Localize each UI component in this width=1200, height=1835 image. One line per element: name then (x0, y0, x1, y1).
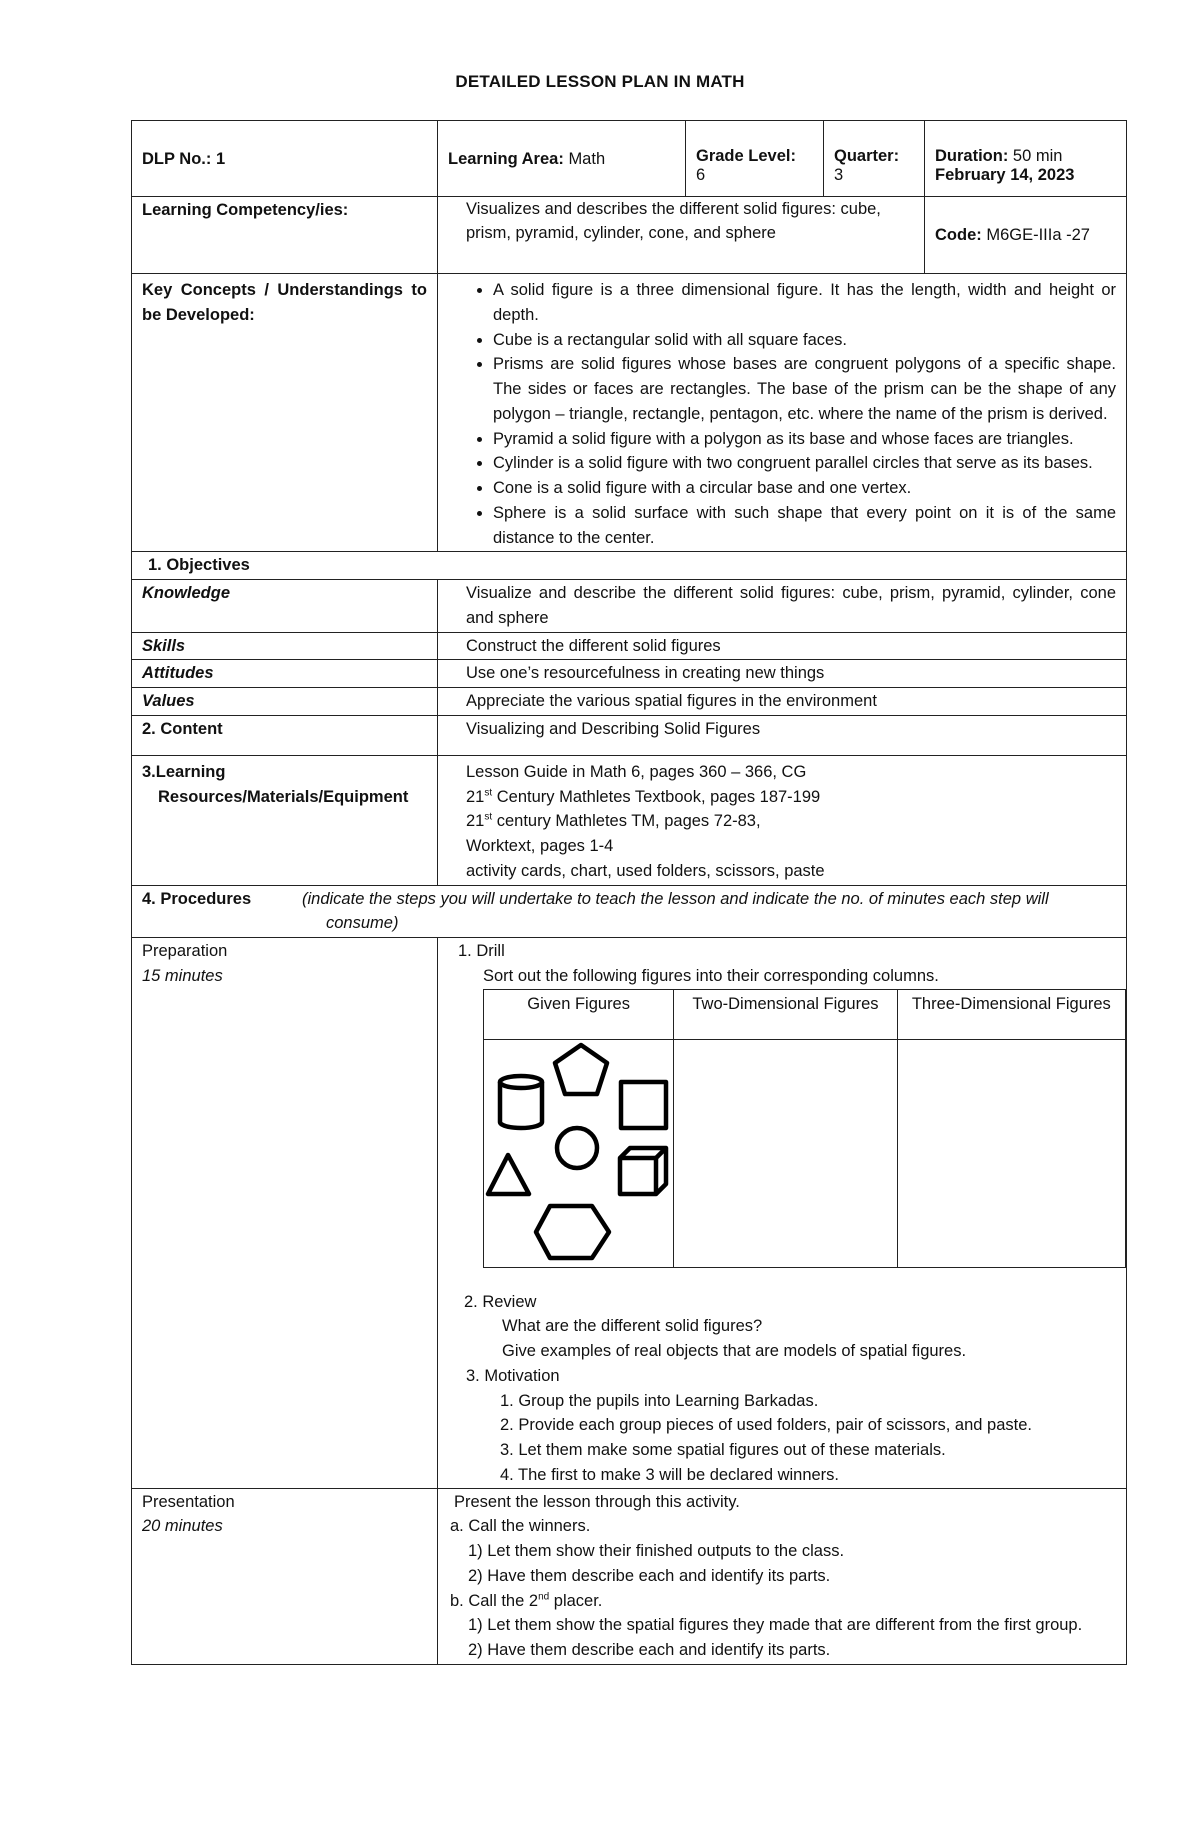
given-figures-image (484, 1040, 672, 1266)
pentagon-icon (555, 1045, 607, 1094)
list-item: b. Call the 2nd placer. (450, 1591, 603, 1610)
objectives-heading-row (132, 552, 1127, 580)
preparation-content (438, 938, 1127, 1489)
competency-row (132, 197, 1127, 274)
two-dimensional-cell (674, 1039, 897, 1267)
list-item: Lesson Guide in Math 6, pages 360 – 366, CG (466, 762, 807, 781)
drill-title: 1. Drill (458, 942, 505, 960)
attitudes-row (132, 660, 1127, 688)
attitudes-text: Use one’s resourcefulness in creating new things (438, 660, 1127, 688)
lesson-date: February 14, 2023 (935, 165, 1075, 184)
list-item: • Prisms are solid figures whose bases are congruent polygons of a specific shape. The sides or faces are rectangles. The base of the prism can be the shape of any polygon – triangle, rectangle, pentagon, etc. where the name of the prism is derived. (493, 352, 1116, 426)
list-item: 2) Have them describe each and identify its parts. (468, 1641, 831, 1659)
key-concepts-label: Key Concepts / Understandings to be Developed: (132, 274, 438, 552)
content-text: Visualizing and Describing Solid Figures (438, 715, 1127, 755)
motivation-title: 3. Motivation (466, 1366, 560, 1385)
list-item: 21st Century Mathletes Textbook, pages 187-199 (466, 787, 821, 806)
values-row (132, 688, 1127, 716)
list-item: • Sphere is a solid surface with such shape that every point on it is of the same distance to the center. (493, 501, 1116, 551)
drill-text: Sort out the following figures into their corresponding columns. (483, 966, 939, 985)
procedures-label: 4. Procedures (142, 889, 252, 908)
presentation-label: Presentation (142, 1492, 235, 1511)
triangle-icon (488, 1155, 529, 1194)
list-item: 21st century Mathletes TM, pages 72-83, (466, 811, 761, 831)
list-item: 1) Let them show their finished outputs to the class. (468, 1542, 845, 1560)
preparation-time: 15 minutes (142, 966, 223, 985)
skills-label: Skills (132, 632, 438, 660)
review-line: What are the different solid figures? (502, 1317, 763, 1336)
competency-label: Learning Competency/ies: (132, 197, 438, 274)
hexagon-icon (536, 1206, 609, 1258)
attitudes-label: Attitudes (132, 660, 438, 688)
skills-row (132, 632, 1127, 660)
list-item: 4. The first to make 3 will be declared winners. (500, 1465, 840, 1484)
preparation-label: Preparation (142, 942, 228, 960)
list-item: • A solid figure is a three dimensional figure. It has the length, width and height or depth. (493, 278, 1116, 328)
cube-icon (620, 1148, 666, 1194)
key-concepts-list (448, 278, 1116, 550)
list-item: a. Call the winners. (450, 1517, 591, 1536)
duration-cell: Duration: 50 min February 14, 2023 (925, 121, 1127, 197)
drill-header-given: Given Figures (484, 989, 674, 1039)
drill-header-3d: Three-Dimensional Figures (897, 989, 1125, 1039)
cylinder-icon (500, 1076, 542, 1128)
given-figures-cell (484, 1039, 674, 1267)
review-title: 2. Review (464, 1292, 537, 1311)
objectives-heading: 1. Objectives (132, 552, 1127, 580)
list-item: Worktext, pages 1-4 (466, 837, 614, 855)
values-label: Values (132, 688, 438, 716)
square-icon (621, 1082, 666, 1128)
list-item: • Pyramid a solid figure with a polygon as its base and whose faces are triangles. (493, 427, 1116, 452)
page-title: DETAILED LESSON PLAN IN MATH (455, 72, 745, 91)
grade-level-cell: Grade Level: 6 (686, 121, 824, 197)
drill-table (483, 989, 1126, 1268)
lesson-plan-table (131, 120, 1127, 1665)
header-row (132, 121, 1127, 197)
three-dimensional-cell (897, 1039, 1125, 1267)
procedures-row (132, 885, 1127, 938)
list-item: 2) Have them describe each and identify its parts. (468, 1566, 831, 1585)
presentation-time: 20 minutes (142, 1517, 223, 1536)
knowledge-label: Knowledge (132, 580, 438, 633)
list-item: 2. Provide each group pieces of used folders, pair of scissors, and paste. (500, 1416, 1032, 1435)
list-item: activity cards, chart, used folders, scissors, paste (466, 861, 825, 880)
code-cell: Code: M6GE-IIIa -27 (925, 197, 1127, 274)
preparation-label-cell (132, 938, 438, 1489)
presentation-label-cell (132, 1488, 438, 1664)
resources-list (438, 755, 1127, 885)
presentation-content (438, 1488, 1127, 1664)
knowledge-text: Visualize and describe the different solid figures: cube, prism, pyramid, cylinder, cone and sphere (438, 580, 1127, 633)
list-item: • Cube is a rectangular solid with all square faces. (493, 328, 1116, 353)
skills-text: Construct the different solid figures (438, 632, 1127, 660)
resources-row (132, 755, 1127, 885)
presentation-row (132, 1488, 1127, 1664)
list-item: 1) Let them show the spatial figures they made that are different from the first group. (468, 1616, 1083, 1635)
circle-icon (557, 1128, 597, 1168)
procedures-note: (indicate the steps you will undertake to teach the lesson and indicate the no. of minutes each step will consume) (302, 889, 1049, 933)
presentation-intro: Present the lesson through this activity. (454, 1492, 740, 1511)
values-text: Appreciate the various spatial figures in the environment (438, 688, 1127, 716)
list-item: • Cone is a solid figure with a circular base and one vertex. (493, 476, 1116, 501)
knowledge-row (132, 580, 1127, 633)
drill-header-2d: Two-Dimensional Figures (674, 989, 897, 1039)
preparation-row (132, 938, 1127, 1489)
quarter-cell: Quarter: 3 (824, 121, 925, 197)
key-concepts-row (132, 274, 1127, 552)
review-line: Give examples of real objects that are models of spatial figures. (502, 1342, 967, 1360)
learning-area-cell: Learning Area: Math (438, 121, 686, 197)
procedures-cell (132, 885, 1127, 938)
dlp-cell: DLP No.: 1 (132, 121, 438, 197)
list-item: • Cylinder is a solid figure with two congruent parallel circles that serve as its bases. (493, 451, 1116, 476)
competency-text: Visualizes and describes the different solid figures: cube, prism, pyramid, cylinder, cone, and sphere (438, 197, 925, 274)
resources-label: 3.Learning Resources/Materials/Equipment (132, 755, 438, 885)
content-row (132, 715, 1127, 755)
list-item: 3. Let them make some spatial figures out of these materials. (500, 1441, 946, 1459)
list-item: 1. Group the pupils into Learning Barkadas. (500, 1391, 819, 1410)
content-label: 2. Content (132, 715, 438, 755)
